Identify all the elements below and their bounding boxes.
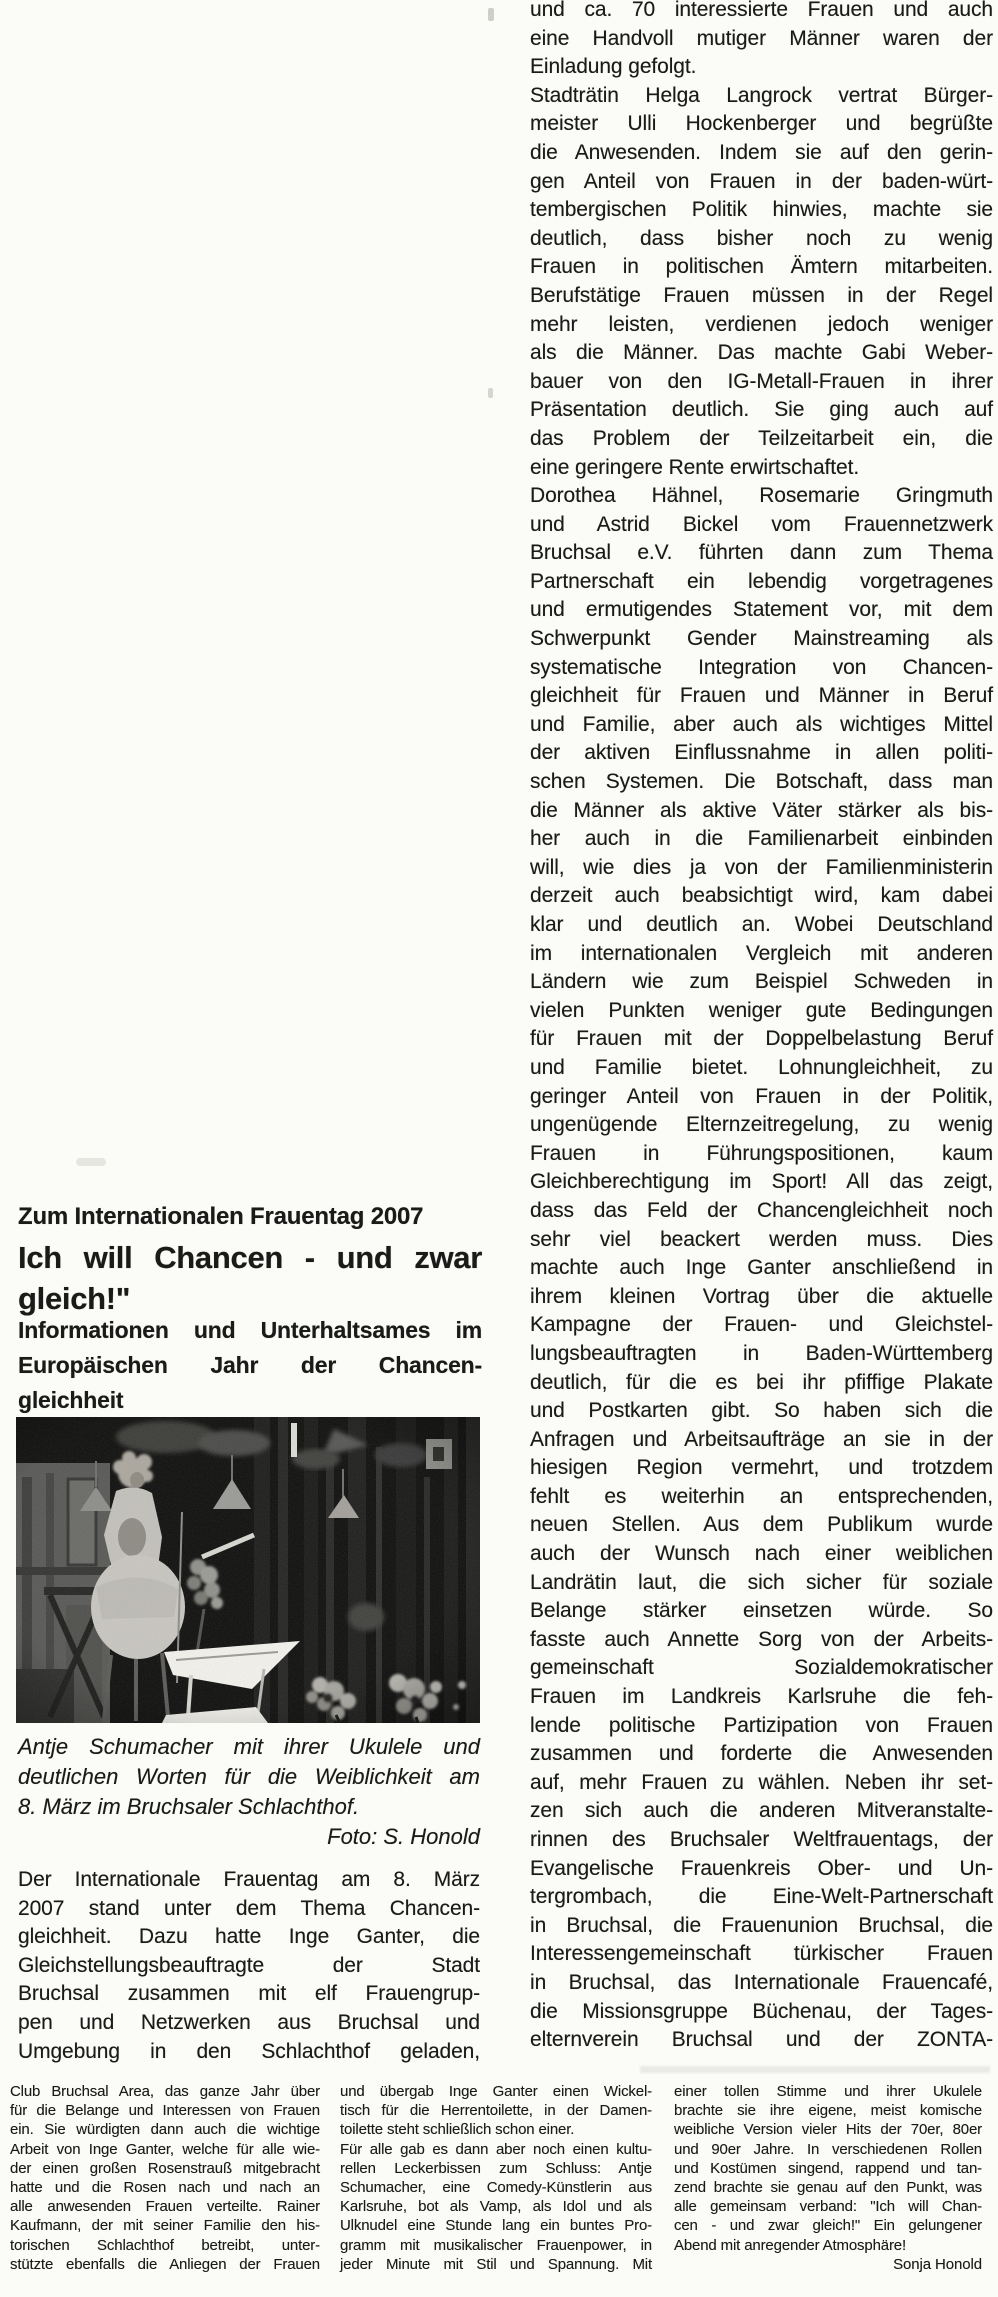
- text-line: Frauen im Landkreis Karlsruhe die feh-: [530, 1685, 993, 1709]
- text-line: Frauen in politischen Ämtern mitarbeiten.: [530, 255, 993, 279]
- text-line: weibliche Version vieler Hits der 70er, 80er: [674, 2121, 982, 2139]
- text-line: Stadträtin Helga Langrock vertrat Bürger-: [530, 83, 993, 107]
- photo-credit: Foto: S. Honold: [327, 1824, 480, 1849]
- text-line: Einladung gefolgt.: [530, 55, 697, 79]
- text-line: der einen großen Rosenstrauß mitgebracht: [10, 2159, 320, 2177]
- text-line: deutlichen Worten für die Weiblichkeit am: [18, 1764, 480, 1789]
- text-line: gleichheit: [18, 1387, 124, 1413]
- article-kicker: Zum Internationalen Frauentag 2007: [18, 1203, 424, 1230]
- text-line: tembergischen Politik hinwies, machte sie: [530, 198, 993, 222]
- scan-speck: [488, 388, 493, 398]
- text-line: und 90er Jahre. In verschiedenen Rollen: [674, 2140, 982, 2158]
- text-line: Ich will Chancen - und zwar: [18, 1240, 482, 1275]
- text-line: tisch für die Herrentoilette, in der Damen-: [340, 2102, 652, 2120]
- text-line: systematische Integration von Chancen-: [530, 655, 993, 679]
- article-continuation-column: [530, 0, 993, 2055]
- text-line: Anfragen und Arbeitsaufträge an sie in der: [530, 1427, 993, 1451]
- text-line: und Postkarten gibt. So haben sich die: [530, 1399, 993, 1423]
- text-line: ihrem kleinen Vortrag über die aktuelle: [530, 1284, 993, 1308]
- text-line: Antje Schumacher mit ihrer Ukulele und: [18, 1734, 480, 1759]
- text-line: auch der Wunsch nach einer weiblichen: [530, 1542, 993, 1566]
- text-line: hatte und die Rosen nach und nach an: [10, 2179, 320, 2197]
- text-line: Europäischen Jahr der Chancen-: [18, 1352, 482, 1378]
- text-line: Abend mit anregender Atmosphäre!: [674, 2236, 907, 2254]
- footer-column-1: [10, 2082, 320, 2274]
- text-line: der aktiven Einflussnahme in allen politi-: [530, 741, 993, 765]
- text-line: Kampagne der Frauen- und Gleichstel-: [530, 1313, 993, 1337]
- scan-speck: [488, 8, 494, 21]
- text-line: Ländern wie zum Beispiel Schweden in: [530, 970, 993, 994]
- text-line: die Männer als aktive Väter stärker als bis-: [530, 798, 993, 822]
- text-line: auf, mehr Frauen zu wählen. Neben ihr set-: [530, 1770, 993, 1794]
- text-line: sehr viel beackert werden muss. Dies: [530, 1227, 993, 1251]
- text-line: gramm mit musikalischer Frauenpower, in: [340, 2236, 652, 2254]
- text-line: Gleichberechtigung im Sport! All das zeigt,: [530, 1170, 993, 1194]
- text-line: Präsentation deutlich. Sie ging auch auf: [530, 398, 993, 422]
- text-line: machte auch Inge Ganter anschließend in: [530, 1256, 993, 1280]
- text-line: Der Internationale Frauentag am 8. März: [18, 1868, 480, 1891]
- text-line: gleichheit. Dazu hatte Inge Ganter, die: [18, 1925, 480, 1949]
- text-line: Ulknudel eine Stunde lang ein buntes Pro-: [340, 2217, 652, 2235]
- text-line: gleich!": [18, 1281, 131, 1316]
- text-line: Kaufmann, der mit seiner Familie den his-: [10, 2217, 320, 2235]
- text-line: meister Ulli Hockenberger und begrüßte: [530, 112, 993, 136]
- text-line: Landrätin laut, die sich sicher für soziale: [530, 1570, 993, 1594]
- text-line: gemeinschaft Sozialdemokratischer: [530, 1656, 993, 1680]
- text-line: alle anwesenden Frauen verteilte. Rainer: [10, 2198, 320, 2216]
- text-line: deutlich, für die es bei ihr pfiffige Plakate: [530, 1370, 993, 1394]
- text-line: und Astrid Bickel vom Frauennetzwerk: [530, 512, 993, 536]
- footer-column-2: [340, 2082, 652, 2274]
- stage-photo-illustration: [16, 1417, 480, 1723]
- text-line: Schwerpunkt Gender Mainstreaming als: [530, 627, 993, 651]
- text-line: Karlsruhe, bot als Vamp, als Idol und als: [340, 2198, 652, 2216]
- text-line: gleichheit für Frauen und Männer in Beruf: [530, 684, 993, 708]
- text-line: tergrombach, die Eine-Welt-Partnerschaft: [530, 1885, 993, 1909]
- text-line: klar und deutlich an. Wobei Deutschland: [530, 913, 993, 936]
- text-line: und Familie bietet. Lohnungleichheit, zu: [530, 1055, 993, 1079]
- text-line: vielen Punkten weniger gute Bedingungen: [530, 998, 993, 1022]
- text-line: 2007 stand unter dem Thema Chancen-: [18, 1896, 480, 1920]
- text-line: ein. Sie würdigten dann auch die wichtige: [10, 2121, 320, 2139]
- text-line: geringer Anteil von Frauen in der Politik,: [530, 1084, 993, 1108]
- text-line: eine geringere Rente erwirtschaftet.: [530, 455, 860, 479]
- text-line: Berufstätige Frauen müssen in der Regel: [530, 283, 993, 307]
- text-line: alle gemeinsam verband: "Ich will Chan-: [674, 2198, 982, 2216]
- text-line: Schumacher, eine Comedy-Künstlerin aus: [340, 2179, 652, 2197]
- text-line: derzeit auch beabsichtigt wird, kam dabei: [530, 884, 993, 908]
- text-line: rellen Leckerbissen zum Schluss: Antje: [340, 2159, 652, 2177]
- text-line: Evangelische Frauenkreis Ober- und Un-: [530, 1856, 993, 1880]
- text-line: hiesigen Region vermehrt, und trotzdem: [530, 1456, 993, 1480]
- text-line: und ca. 70 interessierte Frauen und auch: [530, 0, 993, 21]
- article-photo: [16, 1417, 480, 1723]
- text-line: und Kostümen singend, rappend und tan-: [674, 2159, 982, 2177]
- article-subhead: [18, 1313, 482, 1418]
- text-line: die Missionsgruppe Büchenau, der Tages-: [530, 1999, 993, 2023]
- text-line: cen - und zwar gleich!" Ein gelungener: [674, 2217, 982, 2235]
- text-line: die Anwesenden. Indem sie auf den gerin-: [530, 140, 993, 164]
- text-line: will, wie dies ja von der Familienministerin: [530, 855, 993, 879]
- text-line: neuen Stellen. Aus dem Publikum wurde: [530, 1513, 993, 1537]
- text-line: für die Belange und Interessen von Frauen: [10, 2102, 320, 2120]
- text-line: her auch in die Familienarbeit einbinden: [530, 827, 993, 851]
- text-line: rinnen des Bruchsaler Weltfrauentags, der: [530, 1828, 993, 1851]
- text-line: fasste auch Annette Sorg von der Arbeits-: [530, 1627, 993, 1651]
- text-line: deutlich, dass bisher noch zu wenig: [530, 226, 993, 250]
- text-line: stützte ebenfalls die Anliegen der Frauen: [10, 2255, 320, 2273]
- text-line: in Bruchsal, die Frauenunion Bruchsal, die: [530, 1913, 993, 1937]
- text-line: Club Bruchsal Area, das ganze Jahr über: [10, 2083, 320, 2100]
- text-line: zend brachte sie genau auf den Punkt, was: [674, 2179, 982, 2197]
- text-line: einer tollen Stimme und ihrer Ukulele: [674, 2083, 982, 2100]
- article-headline: [18, 1237, 482, 1319]
- text-line: und ermutigendes Statement vor, mit dem: [530, 598, 993, 622]
- article-lead-column: [18, 1866, 480, 2066]
- text-line: schen Systemen. Die Botschaft, dass man: [530, 770, 993, 794]
- text-line: ungenügende Elternzeitregelung, zu wenig: [530, 1113, 993, 1137]
- text-line: und Familie, aber auch als wichtiges Mittel: [530, 712, 993, 736]
- text-line: lungsbeauftragten in Baden-Württemberg: [530, 1341, 993, 1365]
- text-line: gen Anteil von Frauen in der baden-würt-: [530, 169, 993, 193]
- text-line: Bruchsal zusammen mit elf Frauengrup-: [18, 1982, 480, 2006]
- text-line: jeder Minute mit Stil und Spannung. Mit: [340, 2255, 652, 2273]
- text-line: Bruchsal e.V. führten dann zum Thema: [530, 541, 993, 565]
- text-line: in Bruchsal, das Internationale Frauencafé,: [530, 1970, 993, 1994]
- text-line: Partnerschaft ein lebendig vorgetragenes: [530, 569, 993, 593]
- text-line: eine Handvoll mutiger Männer waren der: [530, 26, 993, 50]
- text-line: pen und Netzwerken aus Bruchsal und: [18, 2010, 480, 2034]
- text-line: brachte sie ihre eigene, meist komische: [674, 2102, 982, 2120]
- text-line: Arbeit von Inge Ganter, welche für alle wie-: [10, 2140, 320, 2158]
- text-line: Umgebung in den Schlachthof geladen,: [18, 2039, 480, 2063]
- text-line: lende politische Partizipation von Frauen: [530, 1713, 993, 1737]
- photo-caption: [18, 1732, 480, 1822]
- text-line: 8. März im Bruchsaler Schlachthof.: [18, 1794, 360, 1819]
- text-line: mehr leisten, verdienen jedoch weniger: [530, 312, 993, 336]
- text-line: zen sich auch die anderen Mitveranstalte-: [530, 1799, 993, 1823]
- footer-column-3: [674, 2082, 982, 2255]
- text-line: als die Männer. Das machte Gabi Weber-: [530, 341, 993, 365]
- text-line: und übergab Inge Ganter einen Wickel-: [340, 2083, 652, 2100]
- text-line: dass das Feld der Chancengleichheit noch: [530, 1198, 993, 1222]
- text-line: fehlt es weiterhin an entsprechenden,: [530, 1484, 993, 1508]
- text-line: im internationalen Vergleich mit anderen: [530, 941, 993, 965]
- author-signature: Sonja Honold: [893, 2256, 982, 2273]
- text-line: torischen Schlachthof betreibt, unter-: [10, 2236, 320, 2254]
- text-line: das Problem der Teilzeitarbeit ein, die: [530, 426, 993, 450]
- text-line: toilette steht schließlich schon einer.: [340, 2121, 575, 2139]
- text-line: Interessengemeinschaft türkischer Frauen: [530, 1942, 993, 1966]
- text-line: Dorothea Hähnel, Rosemarie Gringmuth: [530, 484, 993, 508]
- text-line: Informationen und Unterhaltsames im: [18, 1317, 482, 1343]
- text-line: zusammen und forderte die Anwesenden: [530, 1742, 993, 1766]
- text-line: Belange stärker einsetzen würde. So: [530, 1599, 993, 1623]
- text-line: Frauen in Führungspositionen, kaum: [530, 1141, 993, 1165]
- text-line: für Frauen mit der Doppelbelastung Beruf: [530, 1027, 993, 1051]
- text-line: Gleichstellungsbeauftragte der Stadt: [18, 1953, 480, 1977]
- text-line: elternverein Bruchsal und der ZONTA-: [530, 2028, 993, 2052]
- text-line: bauer von den IG-Metall-Frauen in ihrer: [530, 369, 993, 393]
- text-line: Für alle gab es dann aber noch einen kultu-: [340, 2140, 652, 2158]
- scan-speck: [76, 1158, 106, 1166]
- scan-artifact-band: [640, 2066, 990, 2073]
